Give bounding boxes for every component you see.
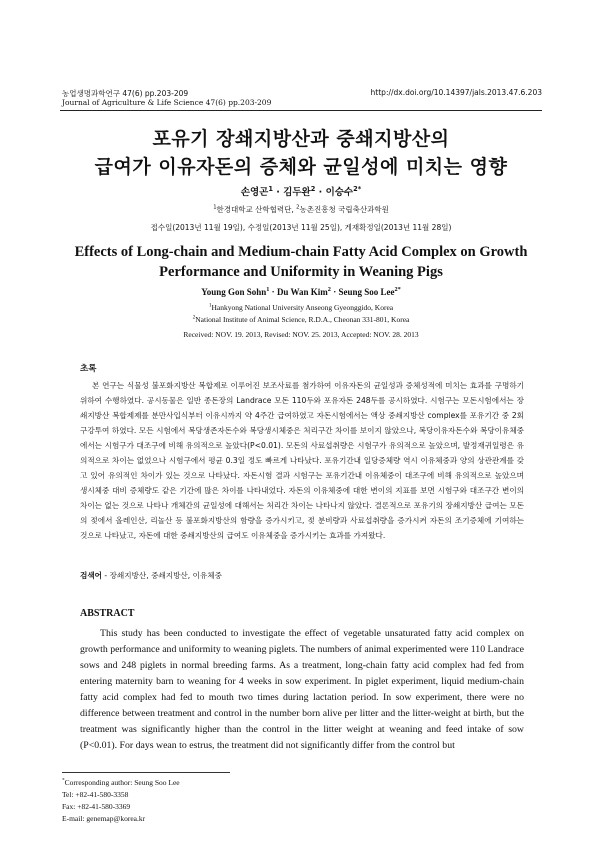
korean-abstract-heading: 초록 (80, 364, 97, 374)
english-author-2: Du Wan Kim (276, 287, 328, 297)
korean-abstract: 본 연구는 식물성 불포화지방산 복합제로 이루어진 보조사료를 첨가하여 이유자돈의 균일성과 증체성적에 미치는 효과를 구명하기 위하여 수행하였다. 공시동물은 일반 종돈장의 Landrace 모돈 110두와 포유자돈 248두를 공시하였다. 시험구는 모돈시험에서는 장쇄지방산 복합제제를 분만사입식부터 이유시까지 약 4주간 급여하였고 자돈시험에서는 액상 중쇄지방산 complex를 포유기간 중 2회 구강투여 하였다. 모든 시험에서 복당생존자돈수와 복당생시체중은 처리구간 차이를 보이지 않았으나, 복당이유자돈수와 복당이유체중에서는 시험구가 대조구에 비해 유의적으로 높았다(P<0.01). 모돈의 사료섭취량은 시험구가 유의적으로 높았으며, 발정재귀일령은 유의적으로 차이는 없었으나 시험구에서 평균 0.3일 정도 빠르게 나타났다. 포유기간내 일당증체량 역시 이유체중과 양의 상관관계를 갖고 있어 유의적인 차이가 있는 것으로 나타났다. 자돈시험 결과 시험구는 포유기간내 이유체중이 대조구에 비해 유의적으로 높았으며 생시체중 대비 증체량도 같은 기간에 많은 차이를 나타내었다. 자돈의 이유체중에 대한 변이의 지표를 보면 시험구와 대조구간 변이의 차이는 없는 것으로 나타나 개체간의 균일성에 대해서는 처리간 차이는 나타나지 않았다. 결론적으로 포유기의 장쇄지방산 급여는 모돈의 젖에서 올레인산, 리놀산 등 불포화지방산의 함량을 증가시키고, 젖 분비량과 사료섭취량을 증가시켜 자돈의 조기증체에 기여하는 것으로 나타났고, 자돈에 대한 중쇄지방산의 급여도 이유체중을 증가시키는 효과를 가져왔다. (80, 381, 524, 540)
english-affil-1-text: Hankyong National University Anseong Gyeonggido, Korea (211, 303, 394, 312)
english-author-1-sup: 1 (266, 286, 270, 293)
english-author-1: Young Gon Sohn (201, 287, 267, 297)
english-affil-2-sup: 2 (192, 314, 196, 321)
korean-author-sep: · (272, 187, 284, 198)
footnote-fax: Fax: +82-41-580-3369 (62, 802, 131, 811)
keywords-text: - 장쇄지방산, 중쇄지방산, 이유체중 (102, 571, 222, 580)
english-affiliation-2 (60, 315, 542, 324)
footnote-tel: Tel: +82-41-580-3358 (62, 790, 129, 799)
journal-header-korean: 농업생명과학연구 47(6) pp.203-209 (62, 89, 189, 98)
korean-dates: 접수일(2013년 11월 19일), 수정일(2013년 11월 25일), 게재확정일(2013년 11월 28일) (150, 223, 452, 232)
korean-title-line1: 포유기 장쇄지방산과 중쇄지방산의 (152, 128, 450, 150)
korean-author-sep: · (315, 187, 326, 198)
english-dates: Received: NOV. 19. 2013, Revised: NOV. 25. 2013, Accepted: NOV. 28. 2013 (183, 330, 419, 339)
english-author-3-sup: 2* (394, 286, 401, 293)
footnote-rule (62, 772, 230, 773)
korean-affil-1: 한경대학교 산학협력단, (216, 205, 297, 214)
korean-affiliation (60, 204, 542, 215)
english-author-sep: · (269, 287, 277, 297)
korean-author-3: 이승수 (325, 187, 354, 198)
english-author-3: Seung Soo Lee (338, 287, 395, 297)
keywords-label: 검색어 (80, 571, 103, 580)
korean-authors (60, 184, 542, 198)
english-affiliation-1 (60, 303, 542, 312)
header-rule (60, 110, 542, 111)
korean-keywords (80, 570, 524, 581)
korean-title-line2: 급여가 이유자돈의 증체와 균일성에 미치는 영향 (94, 156, 508, 178)
korean-affil-2: 농촌진흥청 국립축산과학원 (299, 205, 389, 214)
journal-header-english: Journal of Agriculture & Life Science 47(6) pp.203-209 (62, 98, 272, 107)
doi-link[interactable]: http://dx.doi.org/10.14397/jals.2013.47.6.203 (370, 88, 542, 97)
korean-affil-sup-2: 2 (296, 204, 300, 211)
english-title-line2: Performance and Uniformity in Weaning Pigs (159, 264, 443, 280)
english-authors (60, 287, 542, 297)
footnote-corresponding: *Corresponding author: Seung Soo Lee (62, 777, 180, 787)
corresponding-author: Corresponding author: Seung Soo Lee (64, 778, 180, 787)
english-abstract-heading: ABSTRACT (80, 608, 135, 619)
korean-author-1-sup: 1 (268, 184, 273, 193)
korean-author-2-sup: 2 (310, 184, 316, 193)
english-author-2-sup: 2 (327, 286, 331, 293)
footnote-email[interactable]: E-mail: genemap@korea.kr (62, 814, 146, 823)
korean-author-2: 김두완 (283, 187, 311, 198)
english-title-line1: Effects of Long-chain and Medium-chain Fatty Acid Complex on Growth (74, 244, 528, 260)
korean-affil-sup-1: 1 (213, 204, 217, 211)
english-abstract: This study has been conducted to investigate the effect of vegetable unsaturated fatty acid complex on growth performance and uniformity to weaning piglets. The numbers of animal experimented were 110 Landrace sows and 248 piglets in normal breeding farms. As a treatment, long-chain fatty acid complex had fed from entering maternity barn to weaning for 4 weeks in sow experiment. In piglet experiment, liquid medium-chain fatty acid complex had fed to mouth two times during lactation period. In sow experiment, there were no difference between treatment and control in the number born alive per litter and the litter-weight at birth, but the treatment was significantly higher than the control in the litter weight at weaning and feed intake of sow (P<0.01). For days wean to estrus, the treatment did not significantly differ from the control but (80, 628, 524, 751)
korean-author-3-sup: 2* (353, 184, 362, 193)
english-affil-1-sup: 1 (208, 302, 212, 309)
english-affil-2-text: National Institute of Animal Science, R.D.A., Cheonan 331-801, Korea (195, 315, 410, 324)
korean-author-1: 손영곤 (240, 187, 269, 198)
english-author-sep: · (330, 287, 339, 297)
